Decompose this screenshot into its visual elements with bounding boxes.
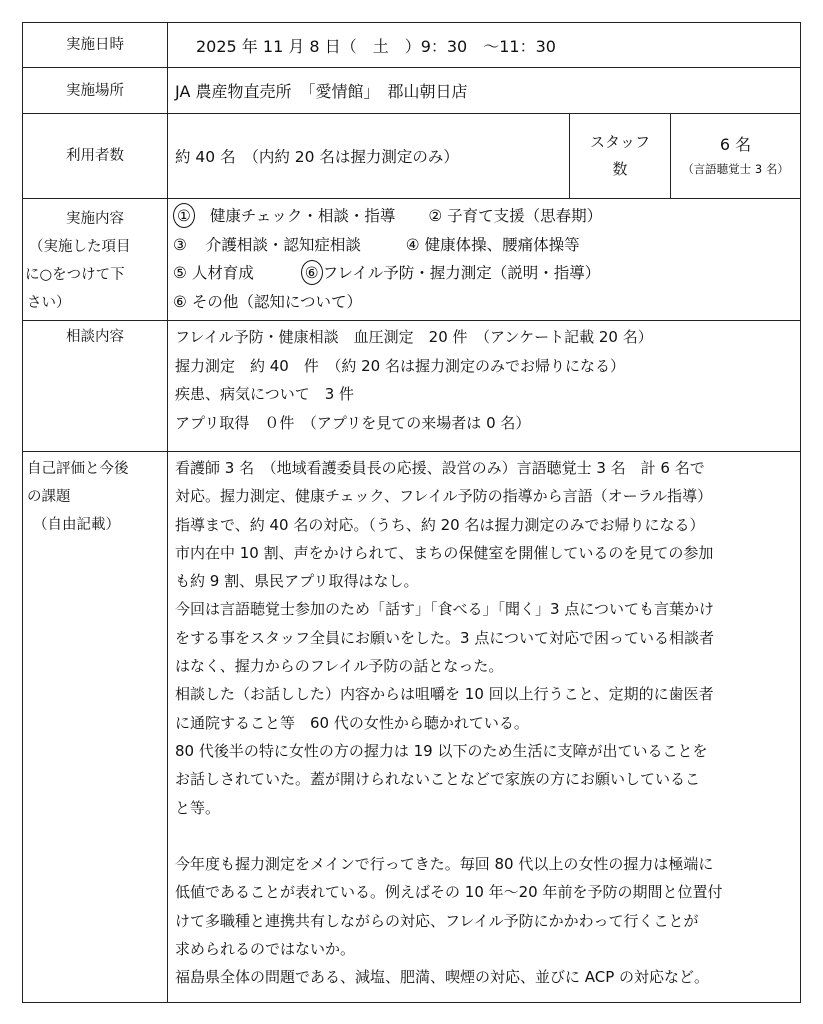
eval-line-9: 相談した（お話しした）内容からは咀嚼を 10 回以上行うこと、定期的に歯医者 [175,685,714,704]
eval-line-8: はなく、握力からのフレイル予防の話となった。 [175,657,504,676]
content-label-line4: さい） [27,295,71,311]
eval-label-line2: の課題 [27,489,71,505]
staff-count-cell [671,114,801,199]
users-label: 利用者数 [23,114,168,199]
consult-line-2: 握力測定 約 40 件 （約 20 名は握力測定のみでお帰りになる） [175,356,625,375]
eval-line-4: 市内在中 10 割、声をかけられて、まちの保健室を開催しているのを見ての参加 [175,543,714,562]
eval-line-blank [168,822,800,850]
row-consult [23,321,801,452]
eval-label-line3: （自由記載） [33,517,120,533]
row-users [23,114,801,199]
consult-lines [168,321,801,452]
eval-line-15: 今年度も握力測定をメインで行ってきた。毎回 80 代以上の女性の握力は極端に [175,855,714,874]
content-label [23,199,168,321]
eval-line-17: けて多職種と連携共有しながらの対応、フレイル予防にかかわって行くことが [175,911,699,930]
item-3-number: ③ [173,236,187,254]
eval-line-16: 低値であることが表れている。例えばその 10 年～20 年前を予防の期間と位置付 [175,883,723,902]
staff-label-line2: 数 [612,160,628,178]
item-1-number-circled: ① [173,203,195,228]
eval-line-1: 看護師 3 名 （地域看護委員長の応援、設営のみ）言語聴覚士 3 名 計 6 名で [175,459,705,477]
content-label-line1: 実施内容 [66,211,124,227]
content-label-line3: に○をつけて下 [25,267,125,283]
report-table [22,22,801,1003]
eval-line-5: も約 9 割、県民アプリ取得はなし。 [175,572,419,591]
eval-label-line1: 自己評価と今後 [27,461,129,477]
staff-label [570,114,671,199]
eval-line-7: をする事をスタッフ全員にお願いをした。3 点について対応で困っている相談者 [175,628,715,647]
content-label-line2: （実施した項目 [29,239,131,255]
content-line-3 [173,259,800,288]
consult-label: 相談内容 [23,321,168,452]
eval-line-2: 対応。握力測定、健康チェック、フレイル予防の指導から言語（オーラル指導） [175,487,713,506]
date-value: 2025 年 11 月 8 日（ 土 ）9：30 ～11：30 [168,23,801,68]
content-line-1 [173,201,800,231]
item-6-text: フレイル予防・握力測定（説明・指導） [322,264,601,282]
staff-count: 6 名 [719,135,752,154]
consult-line-3: 疾患、病気について 3 件 [175,385,355,403]
eval-line-19: 福島県全体の問題である、減塩、肥満、喫煙の対応、並びに ACP の対応など。 [175,968,710,987]
eval-line-11: 80 代後半の特に女性の方の握力は 19 以下のため生活に支障が出ていることを [175,741,708,760]
consult-line-4: アプリ取得 ０件 （アプリを見ての来場者は 0 名） [175,413,531,432]
eval-line-10: に通院すること等 60 代の女性から聴かれている。 [175,713,529,732]
item-5: ⑤ 人材育成 [173,264,254,282]
row-eval [23,452,801,1003]
row-date [23,23,801,68]
eval-lines [168,452,801,1003]
consult-line-1: フレイル予防・健康相談 血圧測定 20 件 （アンケート記載 20 名） [175,328,653,346]
eval-line-6: 今回は言語聴覚士参加のため「話す」「食べる」「聞く」3 点についても言葉かけ [175,600,715,619]
row-content [23,199,801,321]
eval-line-18: 求められるのではないか。 [175,940,356,959]
item-6-number-circled: ⑥ [301,260,323,285]
eval-line-12: お話しされていた。蓋が開けられないことなどで家族の方にお願いしているこ [175,770,701,789]
content-items [168,199,801,321]
content-line-4: ⑥ その他（認知について） [173,293,363,311]
eval-label [23,452,168,1003]
eval-line-13: と等。 [175,798,221,817]
staff-note: （言語聴覚士 3 名） [682,162,789,176]
row-place [23,68,801,114]
eval-line-3: 指導まで、約 40 名の対応。（うち、約 20 名は握力測定のみでお帰りになる） [175,515,705,534]
place-label: 実施場所 [23,68,168,114]
item-4: ④ 健康体操、腰痛体操等 [405,236,580,254]
staff-label-line1: スタッフ [589,133,650,151]
item-2: ② 子育て支援（思春期） [428,207,603,225]
report-sheet [22,22,800,1003]
item-1-text: 健康チェック・相談・指導 [209,207,396,225]
place-value: JA 農産物直売所 「愛情館」 郡山朝日店 [168,68,801,114]
content-line-2 [173,231,800,259]
users-value: 約 40 名 （内約 20 名は握力測定のみ） [168,114,570,199]
item-3-text: 介護相談・認知症相談 [205,236,361,254]
date-label: 実施日時 [23,23,168,68]
